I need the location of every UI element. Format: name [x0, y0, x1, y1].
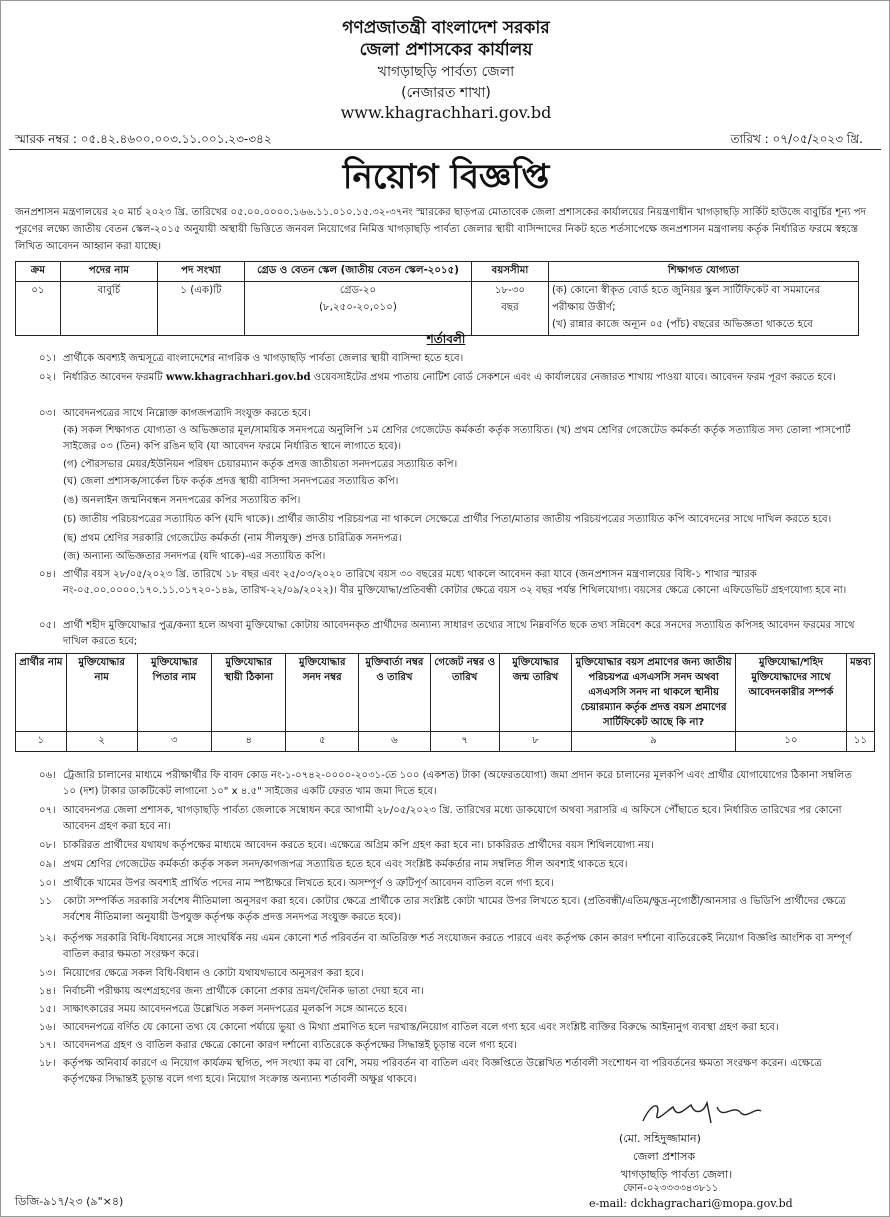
item-number: ১৩।: [39, 968, 56, 979]
print-code: ডিজি-৯১৭/২৩ (৯"×৪): [15, 1195, 124, 1208]
signatory-district: খাগড়াছড়ি পার্বত্য জেলা।: [621, 1168, 733, 1181]
item-text: কর্তৃপক্ষ অনিবার্য কারণে এ নিয়োগ কার্যক্রম স্থগিত, পদ সংখ্যা কম বা বেশি, সময় পরিবর্তন বা বাতিল এবং বিজ্ঞপ্তিতে উল্লেখিত শর্তাবলী সংশোধন বা পরিবর্তনের ক্ষমতা সংরক্ষণ করেন। এক্ষেত্রে কর্তৃপক্ষের সিদ্ধান্তই চূড়ান্ত বলে গণ্য হবে। নিয়োগ সংক্রান্ত অন্যান্য শর্তাবলী অক্ষুণ্ণ থাকবে।: [63, 1058, 822, 1085]
item-text: সাক্ষাৎকারের সময় আবেদনপত্রে উল্লেখিত সকল সনদপত্রের মূলকপি সঙ্গে আনতে হবে।: [63, 1004, 408, 1015]
item-text: আবেদনপত্র জেলা প্রশাসক, খাগড়াছড়ি পার্বত্য জেলাকে সম্বোধন করে আগামী ২৮/০৫/২০২৩ খ্রি. তারিখের মধ্যে ডাকযোগে অথবা সরাসরি এ অফিসে পৌঁছাতে হবে। নির্ধারিত তারিখের পর কোনো আবেদন গ্রহণ করা হবে না।: [63, 805, 842, 832]
ff-col-9: মুক্তিযোদ্ধার বয়স প্রমাণের জন্য জাতীয় পরিচয়পত্র এসএসসি সনদ অথবা এসএসসি সনদ না থাকলে স্থানীয় চেয়ারম্যান কর্তৃক প্রদত্ত বয়স প্রমাণের সার্টিফিকেট আছে কি না?: [572, 654, 736, 732]
ff-num: ২: [66, 732, 137, 752]
office-title: জেলা প্রশাসকের কার্যালয়: [359, 40, 533, 60]
item-number: ১১: [39, 896, 53, 907]
item-number: ১৭।: [39, 1040, 56, 1051]
item-number: ০১।: [39, 353, 56, 364]
item-text: (জ) অন্যান্য অভিজ্ঞতার সনদপত্র (যদি থাকে)-এর সত্যায়িত কপি।: [63, 551, 326, 562]
ff-num: ৯: [572, 732, 736, 752]
grade-label: গ্রেড-২০: [339, 285, 377, 296]
cell-qualification: [549, 282, 859, 336]
ff-col-5: মুক্তিযোদ্ধার সনদ নম্বর: [286, 654, 359, 732]
item-number: ০২।: [39, 372, 56, 383]
item-text-part: ওয়েবসাইটের প্রথম পাতায় নোটিশ বোর্ড সেকশনে এবং এ কার্যালয়ের নেজারত শাখায় পাওয়া যাবে। আবেদন ফরম পূরণ করতে হবে।: [313, 372, 837, 383]
item-text: প্রার্থীকে খামের উপর অবশ্যই প্রার্থিত পদের নাম স্পষ্টাক্ষরে লিখতে হবে। অসম্পূর্ণ ও ত্রুটিপূর্ণ আবেদন বাতিল বলে গণ্য হবে।: [63, 878, 554, 889]
item-text: (ঘ) জেলা প্রশাসক/সার্কেল চিফ কর্তৃক প্রদত্ত স্থায়ী বাসিন্দা সনদপত্রের সত্যায়িত কপি।: [63, 476, 399, 487]
item-text: (ক) সকল শিক্ষাগত যোগ্যতা ও অভিজ্ঞতার মূল/সাময়িক সনদপত্রে অনুলিপি ১ম শ্রেণির গেজেটেড কর্মকর্তা কর্তৃক সত্যায়িত। (খ) প্রথম শ্রেণির গেজেটেড কর্মকর্তা কর্তৃক সত্যায়িত সদ্য তোলা পাসপোর্ট সাইজের ০৩ (তিন) কপি রঙিন ছবি (যা আবেদন ফরমে নির্ধারিত স্থানে লাগাতে হবে)।: [63, 425, 851, 452]
item-text-part: নির্ধারিত আবেদন ফরমটি: [63, 372, 163, 383]
page-title: নিয়োগ বিজ্ঞপ্তি: [342, 157, 550, 197]
item-text: প্রার্থীর বয়স ২৮/০৫/২০২৩ খ্রি. তারিখে ১৮ বছর এবং ২৫/০৩/২০২০ তারিখে বয়স ৩০ বছরের মধ্যে থাকলে আবেদন করা যাবে (জনপ্রশাসন মন্ত্রণালয়ের বিধি-১ শাখার স্মারক নং-০৫.০০.০০০০.১৭০.১১.০১৭২০-১৪৯, তারিখ-২২/০৯/২০২২)। বীর মুক্তিযোদ্ধা/প্রতিবন্ধী কোটার ক্ষেত্রে বয়স ৩২ বছর পর্যন্ত শিথিলযোগ্য। বয়সের ক্ষেত্রে কোনো এফিডেভিট গ্রহণযোগ্য হবে না।: [63, 569, 847, 596]
ff-num: ১: [16, 732, 67, 752]
item-number: ০৯।: [39, 859, 56, 870]
post-table: [15, 261, 859, 336]
website-link[interactable]: www.khagrachhari.gov.bd: [340, 103, 552, 122]
signatory-name: (মো. সহিদুজ্জামান): [619, 1132, 701, 1145]
age-unit: বছর: [501, 302, 519, 313]
age-range: ১৮-৩০: [494, 285, 526, 296]
ff-num: ১১: [847, 732, 875, 752]
table-row: [16, 282, 859, 336]
item-number: ১৫।: [39, 1004, 56, 1015]
item-number: ০৪।: [39, 569, 56, 580]
item-number: ০৩।: [39, 408, 56, 419]
item-text: (ঙ) অনলাইন জন্মনিবন্ধন সনদপত্রের কপির সত্যায়িত কপি।: [63, 495, 301, 506]
post-table-header: [16, 262, 859, 282]
col-age: বয়সসীমা: [472, 262, 549, 282]
item-number: ১৪।: [39, 986, 56, 997]
item-text: প্রথম শ্রেণির গেজেটেড কর্মকর্তা কর্তৃক সকল সনদ/কাগজপত্র সত্যায়িত হতে হবে এবং সংশ্লিষ্ট কর্মকর্তার নাম সম্বলিত সীল অবশ্যই থাকতে হবে।: [63, 859, 628, 870]
item-number: ০৫।: [39, 620, 56, 631]
ff-num: ৮: [499, 732, 572, 752]
item-text: কোটা সম্পর্কিত সরকারি সর্বশেষ নীতিমালা অনুসরণ করা হবে। কোটার ক্ষেত্রে প্রার্থীকে তার সংশ্লিষ্ট কোটা খামের উপর লিখতে হবে। (প্রতিবন্ধী/এতিম/ক্ষুদ্র-নৃগোষ্ঠী/আনসার ও ভিডিপি প্রার্থীদের ক্ষেত্রে সর্বশেষ নীতিমালা অনুযায়ী উপযুক্ত কর্তৃপক্ষ কর্তৃক প্রদত্ত সনদপত্র সংযুক্ত করতে হবে)।: [63, 896, 846, 923]
item-number: ০৬।: [39, 770, 56, 781]
cell-age: [472, 282, 549, 336]
item-text: কর্তৃপক্ষ সরকারি বিধি-বিধানের সঙ্গে সাংঘর্ষিক নয় এমন কোনো শর্ত পরিবর্তন বা অতিরিক্ত শর্ত সংযোজন করতে পারবে এবং কর্তৃপক্ষ কোন কারণ দর্শানো ব্যতিরেকেই নিয়োগ বিজ্ঞপ্তি আংশিক বা সম্পূর্ণ বাতিল করার ক্ষমতা সংরক্ষণ করে।: [63, 933, 852, 960]
ff-col-1: প্রার্থীর নাম: [16, 654, 67, 732]
item-text: আবেদনপত্রে বর্ণিত যে কোনো তথ্য যে কোনো পর্যায়ে ভুয়া ও মিথ্যা প্রমাণিত হলে দরখাস্ত/নিয়োগ বাতিল বলে গণ্য হবে এবং সংশ্লিষ্ট ব্যক্তির বিরুদ্ধে আইনানুগ ব্যবস্থা গ্রহণ করা হবে।: [63, 1022, 779, 1033]
ff-col-2: মুক্তিযোদ্ধার নাম: [66, 654, 137, 732]
item-number: ১৮।: [39, 1058, 56, 1069]
ff-table-header: [16, 654, 875, 732]
ff-num: ৪: [212, 732, 286, 752]
col-grade: গ্রেড ও বেতন স্কেল (জাতীয় বেতন স্কেল-২০১৫): [245, 262, 472, 282]
signature-image: [637, 1093, 767, 1131]
item-text: আবেদনপত্রের সাথে নিম্নোক্ত কাগজপত্রাদি সংযুক্ত করতে হবে।: [63, 408, 311, 419]
item-text: [63, 370, 863, 386]
col-post-count: পদ সংখ্যা: [158, 262, 245, 282]
conditions-title: শর্তাবলী: [426, 332, 466, 346]
ff-col-7: গেজেট নম্বর ও তারিখ: [430, 654, 499, 732]
item-number: ০৮।: [39, 840, 56, 851]
freedom-fighter-table: [15, 653, 875, 752]
item-text: (ছ) প্রথম শ্রেণির সরকারি গেজেটেড কর্মকর্তা (নাম সীলযুক্ত) প্রদত্ত চারিত্রিক সনদপত্র।: [63, 533, 402, 544]
item-text: আবেদনপত্র গ্রহণ ও বাতিল করার ক্ষেত্রে কোনো কারণ দর্শানো ব্যতিরেকে কর্তৃপক্ষের সিদ্ধান্তই চূড়ান্ত বলে গণ্য হবে।: [63, 1040, 517, 1051]
item-text: (গ) পৌরসভার মেয়র/ইউনিয়ন পরিষদ চেয়ারম্যান কর্তৃক প্রদত্ত জাতীয়তা সনদপত্রের সত্যায়িত কপি।: [63, 459, 458, 470]
email-address[interactable]: e-mail: dckhagrachari@mopa.gov.bd: [589, 1197, 793, 1210]
ff-col-4: মুক্তিযোদ্ধার স্থায়ী ঠিকানা: [212, 654, 286, 732]
district-name: খাগড়াছড়ি পার্বত্য জেলা: [377, 64, 515, 80]
item-number: ১০।: [39, 878, 56, 889]
section-name: (নেজারত শাখা): [401, 85, 491, 101]
col-post-name: পদের নাম: [61, 262, 158, 282]
item-text: প্রার্থী শহীদ মুক্তিযোদ্ধার পুত্র/কন্যা হলে অথবা মুক্তিযোদ্ধা কোটায় আবেদনকৃত প্রার্থীদের অন্যান্য সাধারণ তথ্যের সাথে নিম্নবর্ণিত ছকে তথ্য সন্নিবেশ করে সনদের সত্যায়িত কপিসহ আবেদন ফরমের সাথে দাখিল করতে হবে;: [63, 620, 855, 647]
qualification-a: (ক) কোনো স্বীকৃত বোর্ড হতে জুনিয়র স্কুল সার্টিফিকেট বা সমমানের পরীক্ষায় উত্তীর্ণ;: [552, 285, 821, 313]
item-text: নির্বাচনী পরীক্ষায় অংশগ্রহণের জন্য প্রার্থীকে কোনো প্রকার ভ্রমণ/দৈনিক ভাতা দেয়া হবে না।: [63, 986, 424, 997]
item-text: নিয়োগের ক্ষেত্রে সকল বিধি-বিধান ও কোটা যথাযথভাবে অনুসরণ করা হবে।: [63, 968, 364, 979]
ff-col-6: মুক্তিবার্তা নম্বর ও তারিখ: [359, 654, 431, 732]
col-qualification: শিক্ষাগত যোগ্যতা: [549, 262, 859, 282]
item-number: ১২।: [39, 933, 56, 944]
item-number: ০৭।: [39, 805, 56, 816]
ff-col-3: মুক্তিযোদ্ধার পিতার নাম: [137, 654, 211, 732]
memo-number: স্মারক নম্বর : ০৫.৪২.৪৬০০.০০৩.১১.০০১.২৩-৩৪২: [15, 132, 272, 146]
cell-post-count: ১ (এক)টি: [158, 282, 245, 336]
signatory-title: জেলা প্রশাসক: [633, 1150, 696, 1163]
item-text: (চ) জাতীয় পরিচয়পত্রের সত্যায়িত কপি (যদি থাকে)। প্রার্থীর জাতীয় পরিচয়পত্র না থাকলে সেক্ষেত্রে প্রার্থীর পিতা/মাতার জাতীয় পরিচয়পত্রের সত্যায়িত কপি আবেদনের সাথে দাখিল করতে হবে।: [63, 514, 832, 525]
item-number: ১৬।: [39, 1022, 56, 1033]
signatory-phone: ফোন-০২৩৩৩৩৪৩৮১১: [623, 1183, 719, 1194]
ff-num: ৩: [137, 732, 211, 752]
item-text: প্রার্থীকে অবশ্যই জন্মসূত্রে বাংলাদেশের নাগরিক ও খাগড়াছড়ি পার্বত্য জেলার স্থায়ী বাসিন্দা হতে হবে।: [63, 353, 464, 364]
ff-col-10: মুক্তিযোদ্ধা/শহিদ মুক্তিযোদ্ধাদের সাথে আবেদনকারীর সম্পর্ক: [735, 654, 846, 732]
ff-col-8: মুক্তিযোদ্ধার জন্ম তারিখ: [499, 654, 572, 732]
cell-post-name: বাবুর্চি: [61, 282, 158, 336]
website-link[interactable]: www.khagrachhari.gov.bd: [165, 372, 311, 383]
ff-num: ৫: [286, 732, 359, 752]
table-row: [16, 732, 875, 752]
pay-scale: (৮,২৫০-২০,০১০): [319, 302, 397, 313]
ff-col-11: মন্তব্য: [847, 654, 875, 732]
ff-num: ৬: [359, 732, 431, 752]
item-text: চাকরিরত প্রার্থীদের যথাযথ কর্তৃপক্ষের মাধ্যমে আবেদন করতে হবে। এক্ষেত্রে অগ্রিম কপি গ্রহণ করা হবে না। চাকরিরত প্রার্থীদের বয়স শিথিলযোগ্য নয়।: [63, 840, 654, 851]
col-serial: ক্রম: [16, 262, 61, 282]
ff-num: ১০: [735, 732, 846, 752]
header-divider: [9, 149, 881, 150]
intro-paragraph: জনপ্রশাসন মন্ত্রণালয়ের ২০ মার্চ ২০২৩ খ্রি. তারিখের ০৫.০০.০০০০.১৬৬.১১.০১০.১৫.৩২-৩৭নং স্মারকের ছাড়পত্র মোতাবেক জেলা প্রশাসকের কার্যালয়ের নিয়ন্ত্রণাধীন খাগড়াছড়ি সার্কিট হাউজে বাবুর্চির শূন্য পদ পূরণের লক্ষ্যে জাতীয় বেতন স্কেল-২০১৫ অনুযায়ী অস্থায়ী ভিত্তিতে জনবল নিয়োগের নিমিত্ত খাগড়াছড়ি পার্বত্য জেলার স্থায়ী বাসিন্দাদের নিকট হতে শর্তসাপেক্ষে জনপ্রশাসন মন্ত্রণালয় কর্তৃক নির্ধারিত ফরমে স্বহস্তে লিখিত আবেদন আহ্বান করা যাচ্ছে।: [15, 207, 866, 252]
cell-grade: [245, 282, 472, 336]
item-text: ট্রেজারি চালানের মাধ্যমে পরীক্ষার্থীর ফি বাবদ কোড নং-১-০৭৪২-০০০০-২০৩১-তে ১০০ (একশত) টাকা (অফেরতযোগ্য) জমা প্রদান করে চালানের মূলকপি এবং প্রার্থীর যোগাযোগের ঠিকানা সম্বলিত ১০ (দশ) টাকার ডাকটিকেট লাগানো ১০" x ৪.৫" সাইজের একটি ফেরত খাম জমা দিতে হবে।: [63, 770, 852, 797]
notice-date: তারিখ : ০৭/০৫/২০২৩ খ্রি.: [730, 132, 863, 146]
govt-title: গণপ্রজাতন্ত্রী বাংলাদেশ সরকার: [342, 18, 550, 38]
ff-num: ৭: [430, 732, 499, 752]
qualification-b: (খ) রান্নার কাজে অন্যূন ০৫ (পাঁচ) বছরের অভিজ্ঞতা থাকতে হবে: [552, 319, 813, 330]
cell-serial: ০১: [16, 282, 61, 336]
